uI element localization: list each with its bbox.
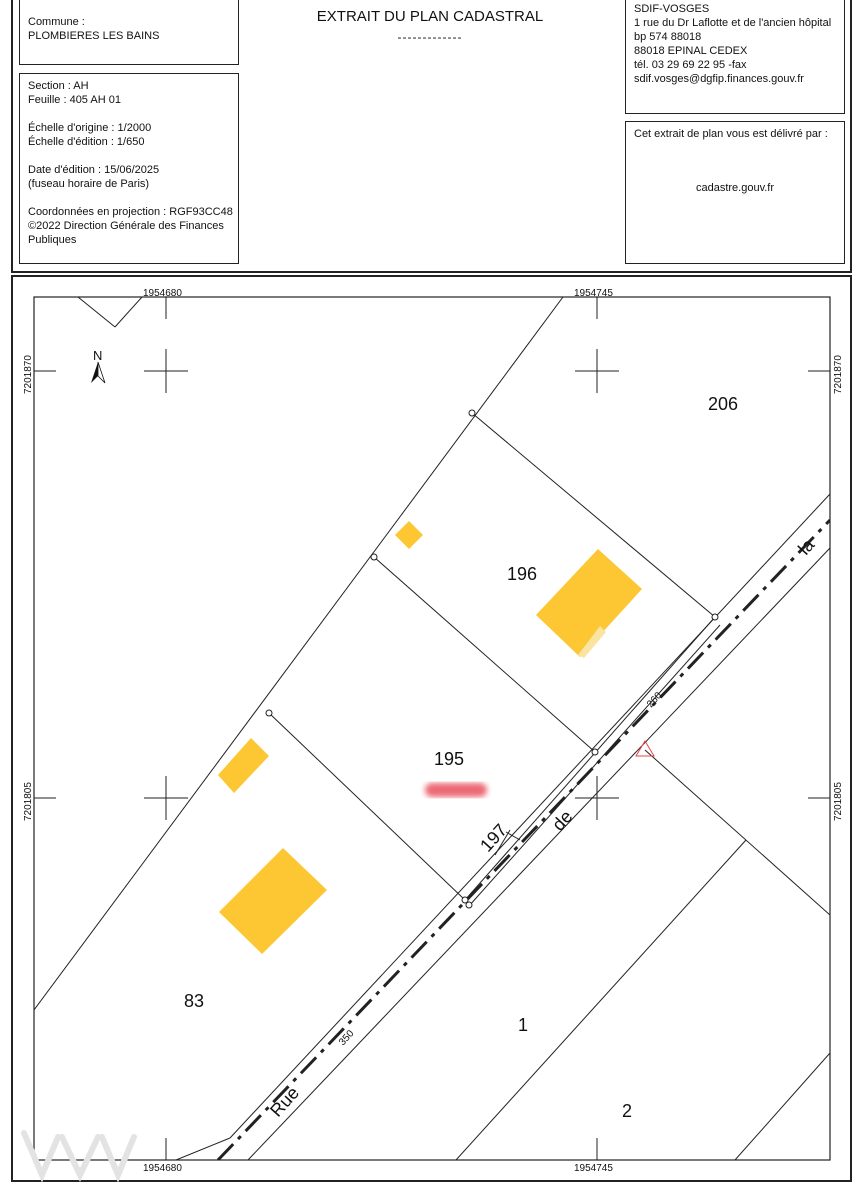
vertex	[266, 710, 272, 716]
copyright-text-2: Publiques	[28, 234, 77, 246]
map-inner-border	[34, 297, 830, 1160]
street-word: Rue	[266, 1082, 304, 1121]
date-edition-text: Date d'édition : 15/06/2025	[28, 164, 160, 176]
coord-y-right-bottom: 7201805	[833, 782, 844, 821]
coordonnees-text: Coordonnées en projection : RGF93CC48	[28, 206, 233, 218]
delivery-label: Cet extrait de plan vous est délivré par :	[634, 128, 828, 140]
building	[218, 738, 269, 793]
vertex	[469, 410, 475, 416]
title-rule: -------------	[397, 30, 463, 44]
road-number: 350	[337, 1028, 357, 1049]
office-city: 88018 EPINAL CEDEX	[634, 45, 748, 57]
border-ticks	[34, 297, 830, 1160]
delivery-value: cadastre.gouv.fr	[695, 182, 775, 194]
street-word: la	[794, 534, 819, 559]
parcel-number: 206	[708, 394, 739, 414]
parcel-number: 1	[518, 1015, 529, 1035]
fuseau-text: (fuseau horaire de Paris)	[28, 178, 150, 190]
echelle-edition-text: Échelle d'édition : 1/650	[28, 136, 145, 148]
parcel-number: 83	[184, 991, 205, 1011]
road-edges	[230, 494, 830, 1160]
coord-y-right-top: 7201870	[833, 355, 844, 394]
highlight-mark	[425, 783, 487, 797]
coord-x-top-left: 1954680	[143, 288, 182, 299]
office-phone: tél. 03 29 69 22 95 -fax	[634, 59, 747, 71]
parcel-boundaries	[34, 297, 830, 1160]
road-number: 260	[645, 690, 665, 711]
grid-crosses	[144, 349, 619, 820]
coord-x-top-right: 1954745	[574, 288, 613, 299]
parcel-number: 2	[622, 1101, 633, 1121]
commune-label: Commune :	[28, 16, 85, 28]
document-title: EXTRAIT DU PLAN CADASTRAL	[316, 8, 544, 25]
parcel-number: 195	[434, 749, 465, 769]
echelle-origine-text: Échelle d'origine : 1/2000	[28, 122, 152, 134]
building	[395, 521, 423, 549]
road-axis	[218, 520, 830, 1160]
coord-x-bottom-right: 1954745	[574, 1163, 613, 1174]
coord-y-left-top: 7201870	[23, 355, 34, 394]
coord-y-left-bottom: 7201805	[23, 782, 34, 821]
parcel-number: 197	[476, 819, 512, 856]
coord-x-bottom-left: 1954680	[143, 1163, 182, 1174]
vertex	[712, 614, 718, 620]
vertex	[592, 749, 598, 755]
north-arrow-icon	[91, 348, 105, 383]
office-name: SDIF-VOSGES	[634, 3, 710, 15]
office-bp: bp 574 88018	[634, 31, 702, 43]
office-address: 1 rue du Dr Laflotte et de l'ancien hôpital	[634, 17, 832, 29]
vertex	[466, 902, 472, 908]
copyright-text: ©2022 Direction Générale des Finances	[28, 220, 224, 232]
street-word: de	[548, 806, 577, 835]
office-email: sdif.vosges@dgfip.finances.gouv.fr	[634, 73, 804, 85]
commune-value: PLOMBIERES LES BAINS	[28, 30, 160, 42]
watermark-logo	[18, 1125, 138, 1185]
building	[219, 848, 327, 954]
parcel-number: 196	[507, 564, 538, 584]
feuille-text: Feuille : 405 AH 01	[28, 94, 121, 106]
north-label: N	[93, 348, 103, 363]
vertex	[371, 554, 377, 560]
section-text: Section : AH	[28, 80, 89, 92]
